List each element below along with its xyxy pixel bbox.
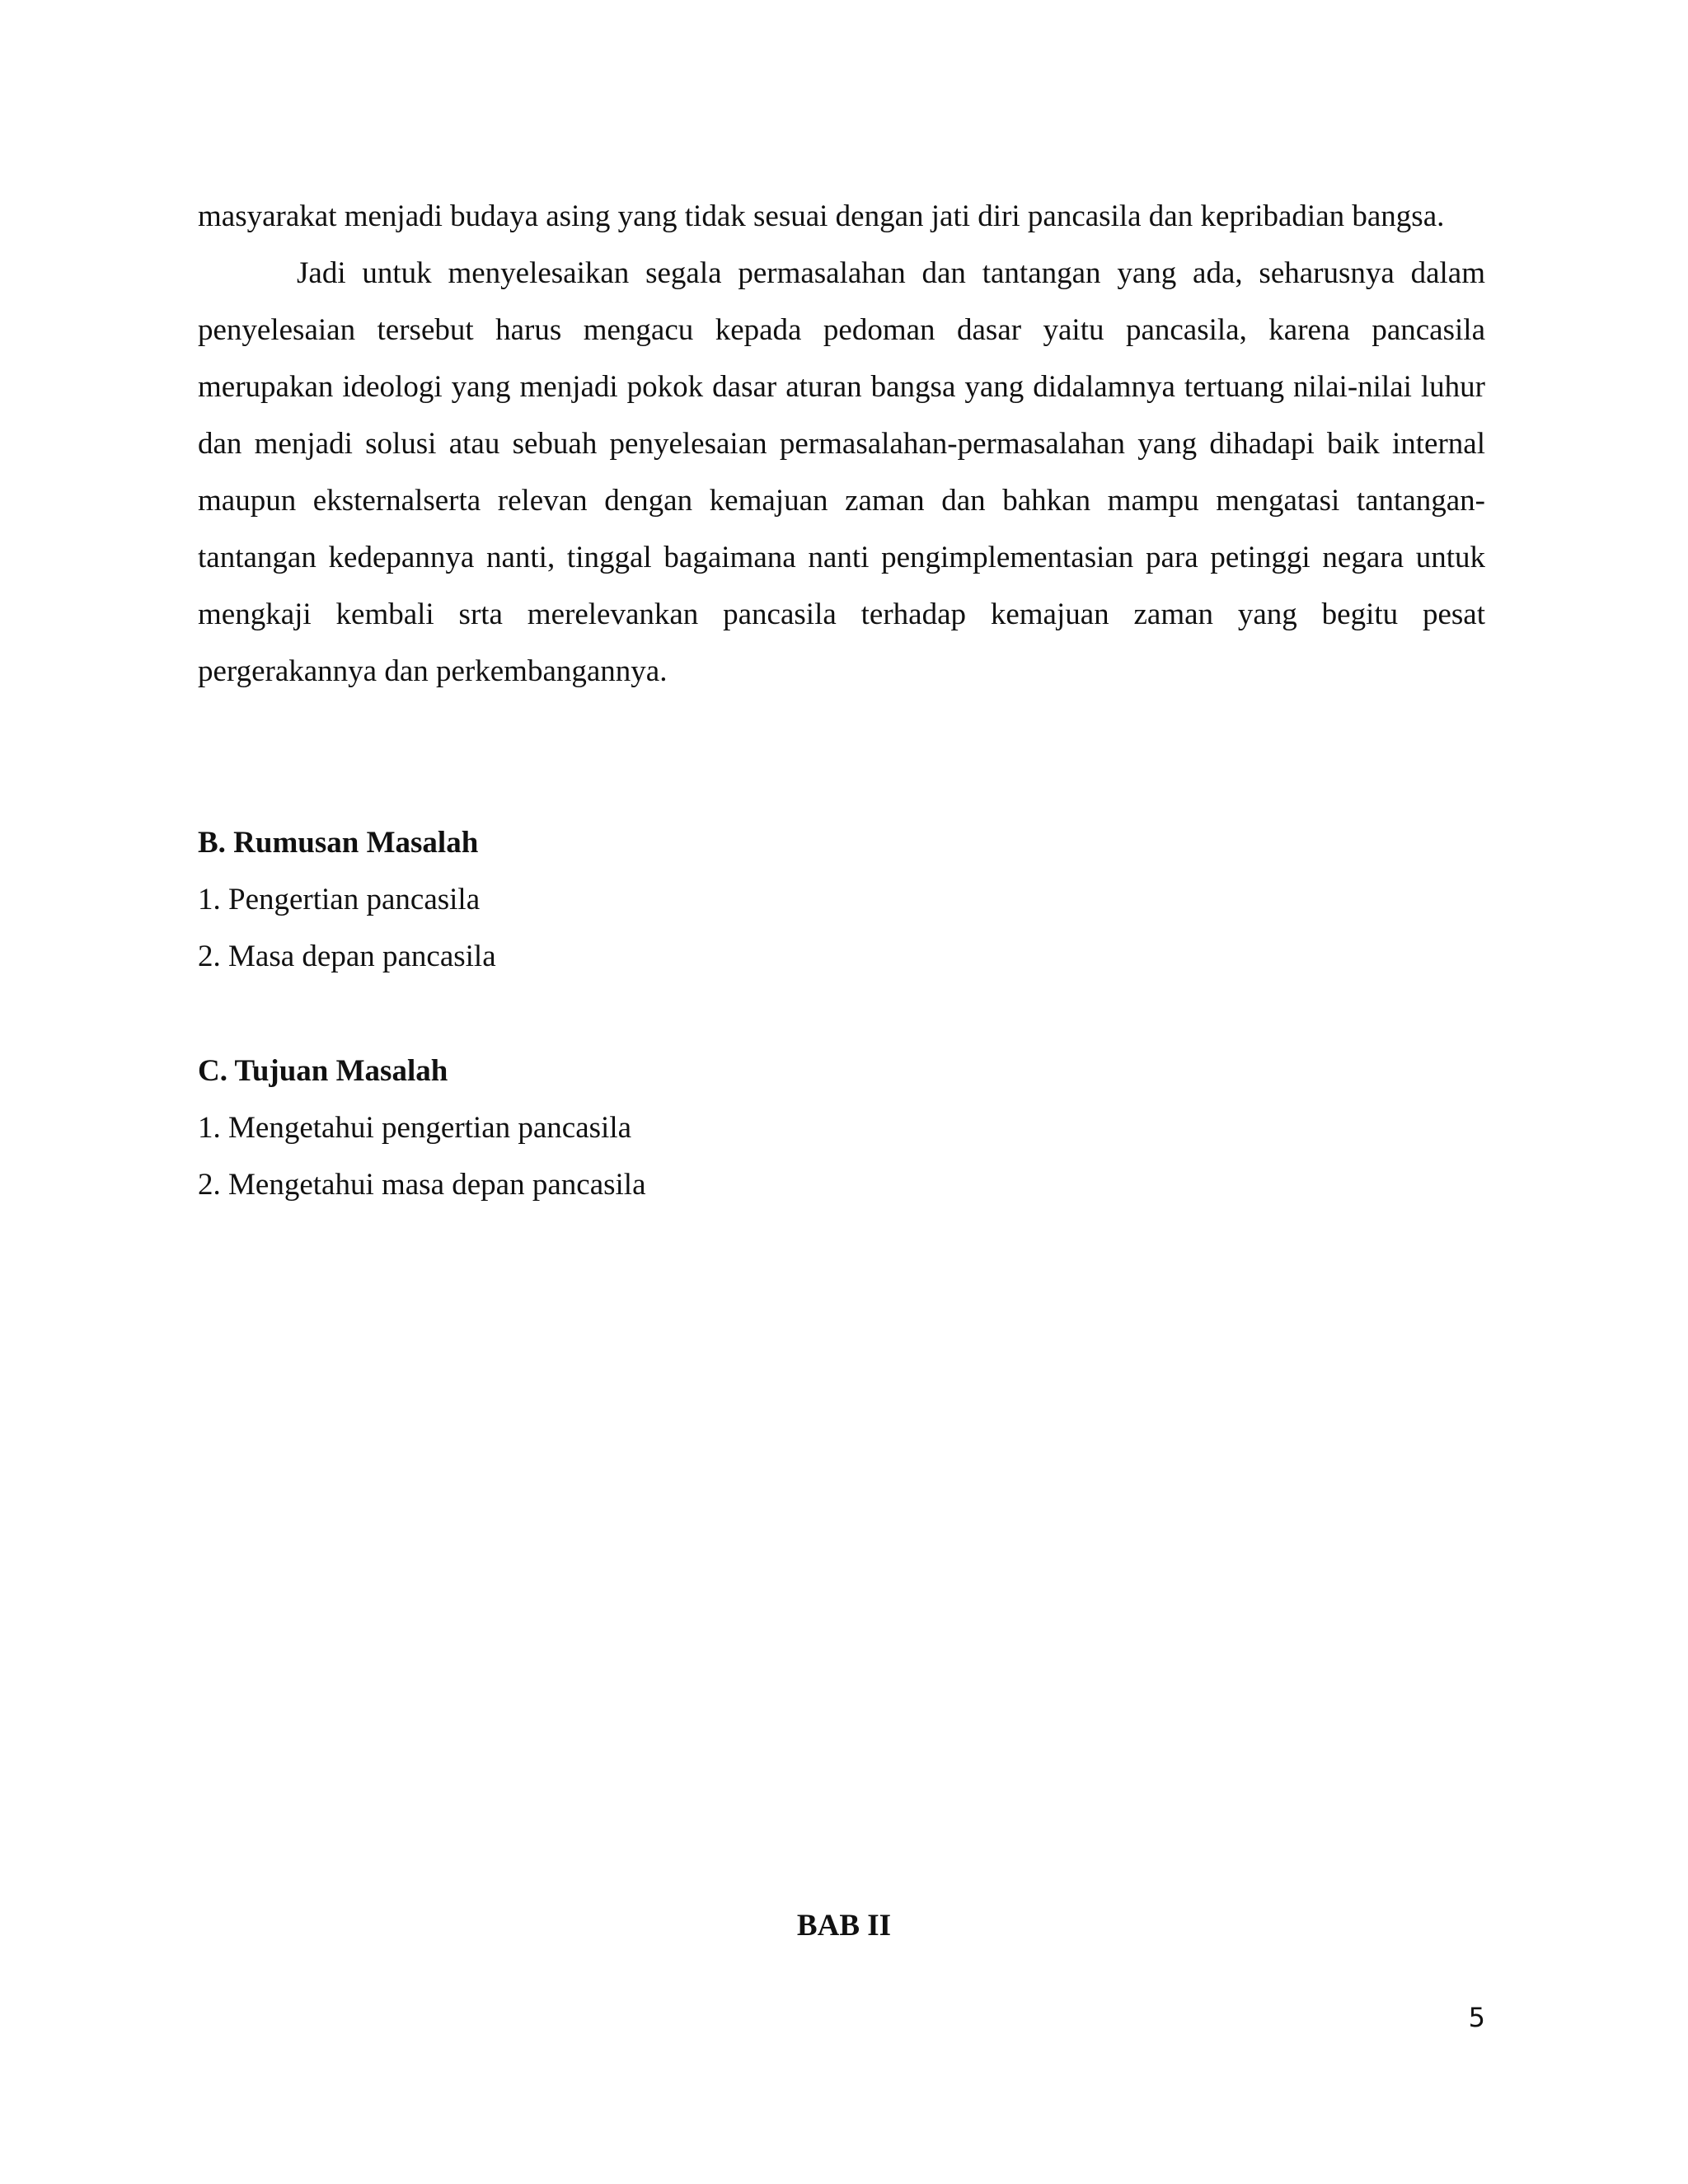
section-heading: B. Rumusan Masalah [198, 826, 479, 860]
list-item: 1. Mengetahui pengertian pancasila [198, 1111, 632, 1145]
numbered-list [198, 871, 1485, 985]
body-text [198, 188, 1485, 700]
list-item: 2. Masa depan pancasila [198, 940, 496, 973]
numbered-list [198, 1099, 1485, 1213]
section-tujuan-masalah [198, 1043, 1485, 1213]
list-item: 2. Mengetahui masa depan pancasila [198, 1168, 646, 1202]
paragraph-main: Jadi untuk menyelesaikan segala permasalahan dan tantangan yang ada, seharusnya dalam penyelesaian tersebut harus mengacu kepada pedoman dasar yaitu pancasila, karena pancasila merupakan ideologi yang menjadi pokok dasar aturan bangsa yang didalamnya tertuang nilai-nilai luhur dan menjadi solusi atau sebuah penyelesaian permasalahan-permasalahan yang dihadapi baik internal maupun eksternalserta relevan dengan kemajuan zaman dan bahkan mampu mengatasi tantangan-tantangan kedepannya nanti, tinggal bagaimana nanti pengimplementasian para petinggi negara untuk mengkaji kembali srta merelevankan pancasila terhadap kemajuan zaman yang begitu pesat pergerakannya dan perkembangannya. [198, 256, 1485, 688]
list-item: 1. Pengertian pancasila [198, 883, 481, 916]
paragraph-continuation: masyarakat menjadi budaya asing yang tidak sesuai dengan jati diri pancasila dan kepribadian bangsa. [198, 199, 1445, 233]
section-rumusan-masalah [198, 814, 1485, 985]
section-heading: C. Tujuan Masalah [198, 1054, 448, 1088]
page-number: 5 [1468, 2002, 1485, 2033]
chapter-title: BAB II [796, 1909, 892, 1943]
